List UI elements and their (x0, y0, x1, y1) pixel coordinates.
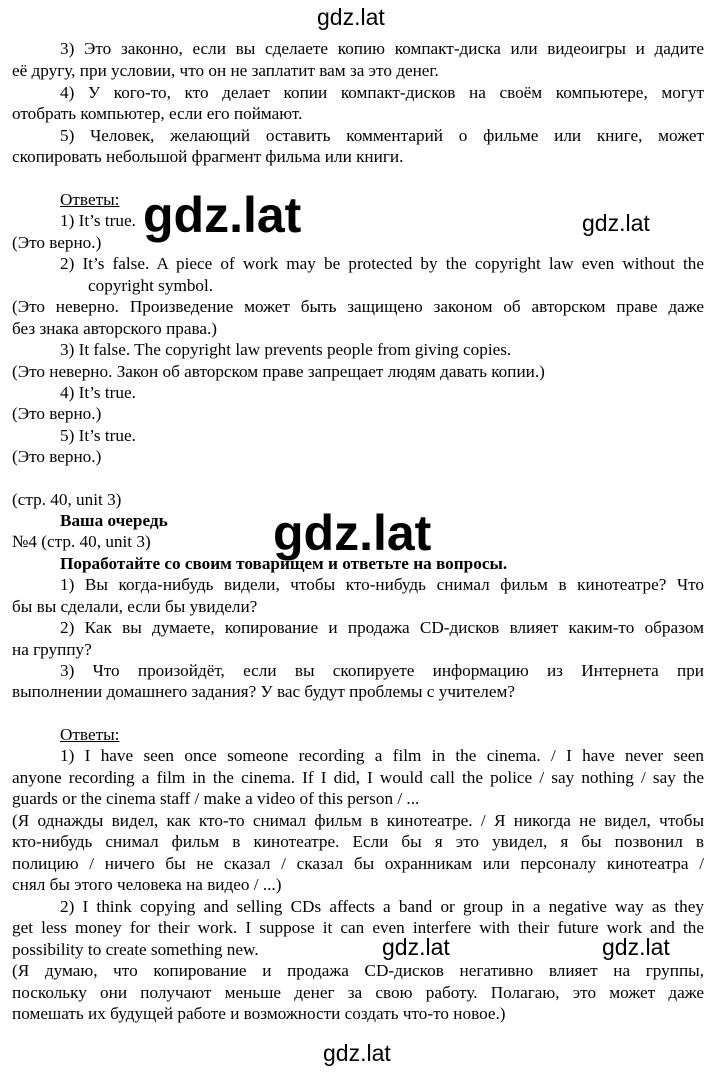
watermark: gdz.lat (323, 1040, 391, 1066)
answer-translation: без знака авторского права.) (12, 319, 218, 338)
question-line: выполнении домашнего задания? У вас будут проблемы с учителем? (12, 682, 516, 701)
watermark: gdz.lat (382, 934, 450, 960)
answer-translation: полицию / ничего бы не сказал / сказал бы охранникам или персоналу кинотеатра / (12, 854, 704, 873)
watermark: gdz.lat (143, 187, 302, 243)
answer-line: 1) It’s true. (60, 211, 136, 230)
answers-heading: Ответы: (60, 190, 120, 209)
answer-line: 2) I think copying and selling CDs affects a band or group in a negative way as they (60, 897, 704, 916)
answer-translation: (Это неверно. Закон об авторском праве запрещает людям давать копии.) (12, 362, 545, 381)
statement-line: скопировать небольшой фрагмент фильма или книги. (12, 147, 404, 166)
answer-line: copyright symbol. (88, 276, 214, 295)
answers-heading: Ответы: (60, 725, 120, 744)
exercise-reference: №4 (стр. 40, unit 3) (12, 532, 151, 551)
task-instruction: Поработайте со своим товарищем и ответьте на вопросы. (60, 554, 508, 573)
answer-line: 2) It’s false. A piece of work may be protected by the copyright law even without the (60, 254, 704, 273)
question-line: 1) Вы когда-нибудь видели, чтобы кто-нибудь снимал фильм в кинотеатре? Что (60, 575, 704, 594)
question-line: бы вы сделали, если бы увидели? (12, 597, 258, 616)
answer-line: get less money for their work. I suppose it can even interfere with their future work and the (12, 918, 704, 937)
answer-line: 5) It’s true. (60, 426, 136, 445)
question-line: 2) Как вы думаете, копирование и продажа CD-дисков влияет каким-то образом (60, 618, 704, 637)
answer-line: guards or the cinema staff / make a video of this person / ... (12, 789, 420, 808)
statement-line: 5) Человек, желающий оставить комментарий о фильме или книге, может (60, 126, 704, 145)
watermark: gdz.lat (582, 210, 650, 236)
answer-translation: (Я думаю, что копирование и продажа CD-дисков негативно влияет на группы, (12, 961, 704, 980)
answer-line: possibility to create something new. (12, 940, 259, 959)
statement-line: её другу, при условии, что он не заплатит вам за это денег. (12, 61, 439, 80)
answer-translation: снял бы этого человека на видео / ...) (12, 875, 282, 894)
answer-translation: поскольку они получают меньше денег за свою работу. Полагаю, это может даже (12, 983, 704, 1002)
statement-line: 4) У кого-то, кто делает копии компакт-дисков на своём компьютере, могут (60, 83, 704, 102)
answer-translation: (Я однажды видел, как кто-то снимал фильм в кинотеатре. / Я никогда не видел, чтобы (12, 811, 704, 830)
statement-line: отобрать компьютер, если его поймают. (12, 104, 303, 123)
question-line: на группу? (12, 640, 92, 659)
answer-line: 3) It false. The copyright law prevents people from giving copies. (60, 340, 512, 359)
answer-line: 1) I have seen once someone recording a film in the cinema. / I have never seen (60, 746, 704, 765)
watermark: gdz.lat (602, 934, 670, 960)
answer-translation: помешать их будущей работе и возможности создать что-то новое.) (12, 1004, 506, 1023)
statement-line: 3) Это законно, если вы сделаете копию компакт-диска или видеоигры и дадите (60, 39, 704, 58)
answer-translation: (Это верно.) (12, 233, 102, 252)
answer-line: anyone recording a film in the cinema. If I did, I would call the police / say nothing / say the (12, 768, 704, 787)
section-title: Ваша очередь (60, 511, 168, 530)
answer-translation: (Это верно.) (12, 404, 102, 423)
watermark: gdz.lat (317, 4, 385, 30)
answer-translation: (Это неверно. Произведение может быть защищено законом об авторском праве даже (12, 297, 704, 316)
answer-translation: (Это верно.) (12, 447, 102, 466)
answer-line: 4) It’s true. (60, 383, 136, 402)
question-line: 3) Что произойдёт, если вы скопируете информацию из Интернета при (60, 661, 704, 680)
answer-translation: кто-нибудь снимал фильм в кинотеатре. Если бы я это увидел, я бы позвонил в (12, 832, 704, 851)
watermark: gdz.lat (273, 505, 432, 561)
page-reference: (стр. 40, unit 3) (12, 490, 122, 509)
